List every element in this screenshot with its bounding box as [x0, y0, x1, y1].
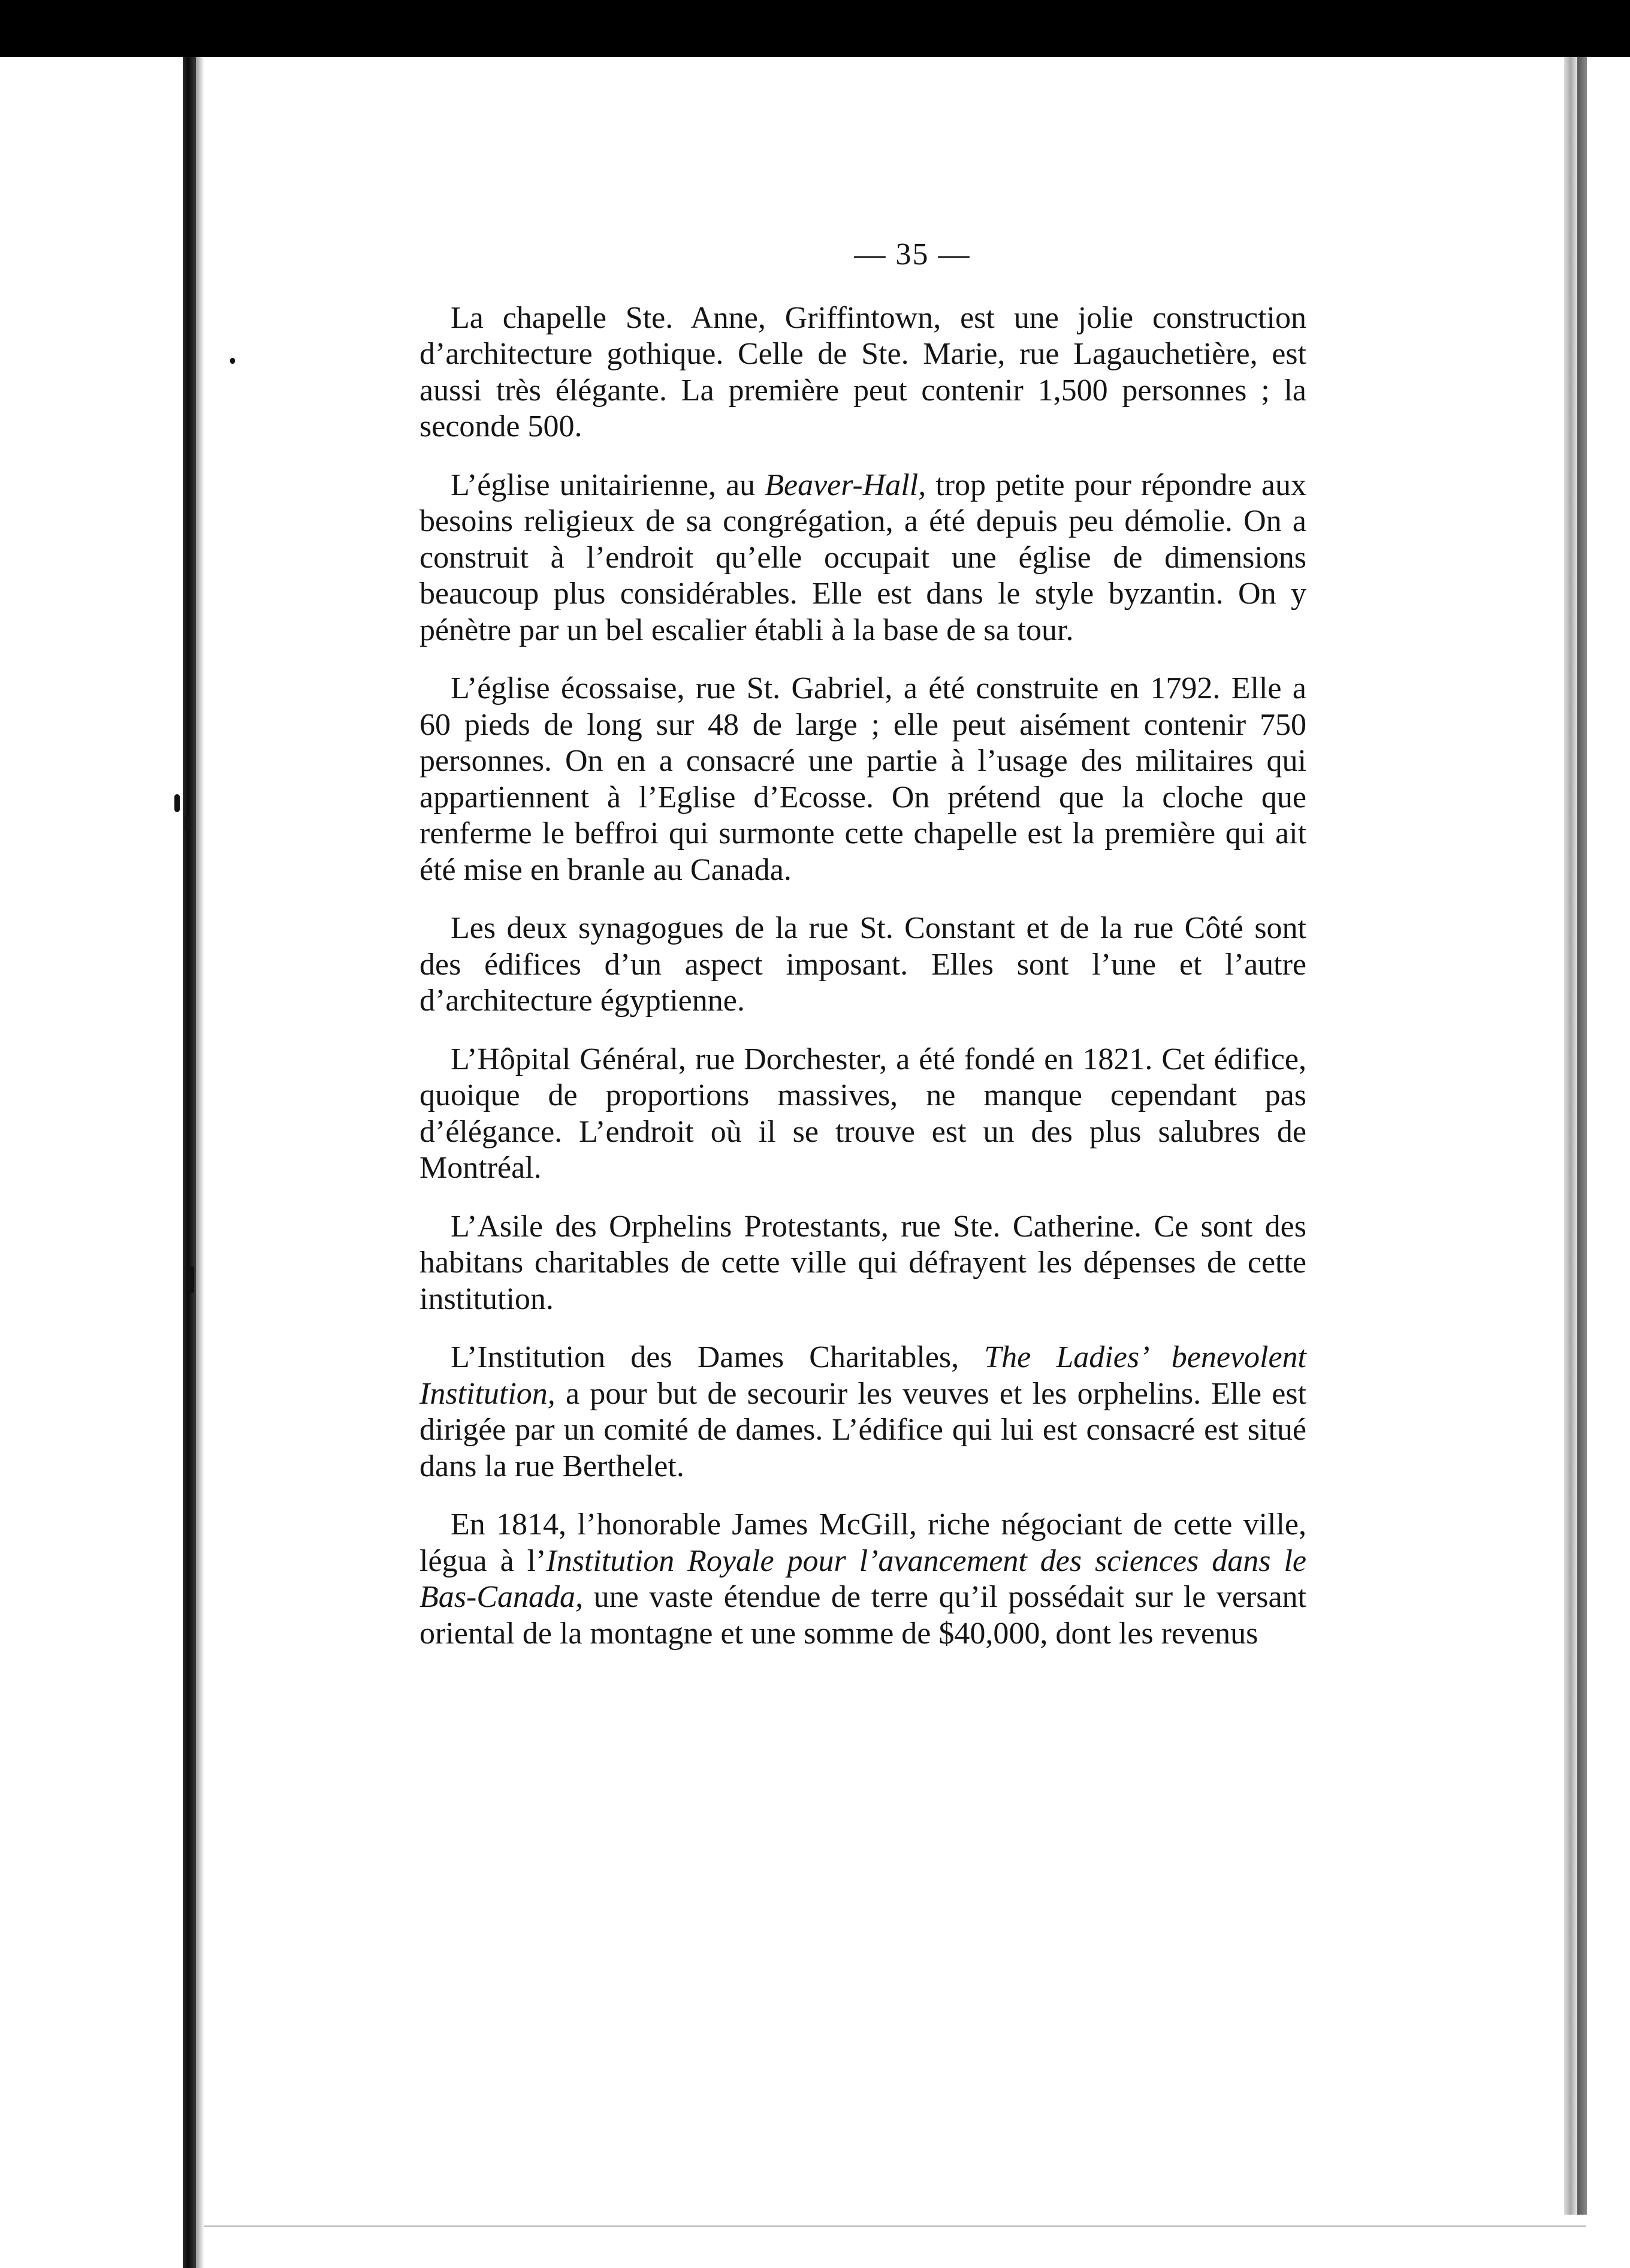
paragraph	[419, 1042, 1306, 1187]
paragraph	[419, 300, 1306, 445]
paragraph-text: Les deux synagogues de la rue St. Constant et de la rue Côté sont des édifices d’un aspect imposant. Elles sont l’une et l’autre d’architecture égyptienne.	[419, 911, 1306, 1018]
italic-text: Beaver-Hall,	[765, 468, 926, 502]
paragraph-text: une vaste étendue de terre qu’il possédait sur le versant oriental de la montagne et une somme de $40,000, dont les revenus	[419, 1580, 1306, 1651]
page-right-edge	[1564, 57, 1577, 2215]
paragraph-text: L’église écossaise, rue St. Gabriel, a été construite en 1792. Elle a 60 pieds de long sur 48 de large ; elle peut aisément contenir 750 personnes. On en a consacré une partie à l’usage des militaires qui appartiennent à l’Eglise d’Ecosse. On prétend que la cloche que renferme le beffroi qui surmonte cette chapelle est la première qui ait été mise en branle au Canada.	[419, 671, 1306, 887]
paragraph	[419, 468, 1306, 649]
paragraph-text: L’Institution des Dames Charitables,	[451, 1340, 985, 1374]
paragraph	[419, 910, 1306, 1020]
page-edge-shadow	[1577, 57, 1587, 2215]
page-text-block	[419, 237, 1306, 1674]
page-bottom-edge	[204, 2225, 1586, 2227]
page-number: — 35 —	[854, 237, 971, 272]
paragraph	[419, 1507, 1306, 1652]
ink-speck	[185, 815, 189, 831]
book-spine-shadow	[183, 57, 196, 2268]
paragraph-text: En 1814, l’honorable James McGill, riche négociant de cette ville, légua à l’	[419, 1507, 1306, 1578]
paragraph-text: trop petite pour répondre aux besoins religieux de sa congrégation, a été depuis peu démolie. On a construit à l’endroit qu’elle occupait une église de dimensions beaucoup plus considérables. Elle est dans le style byzantin. On y pénètre par un bel escalier établi à la base de sa tour.	[419, 468, 1306, 647]
italic-text: Institution Royale pour l’avancement des sciences dans le Bas-Canada,	[419, 1543, 1307, 1614]
paragraph-text: La chapelle Ste. Anne, Griffintown, est une jolie construction d’architecture gothique. Celle de Ste. Marie, rue Lagauchetière, est aussi très élégante. La première peut contenir 1,500 personnes ; la seconde 500.	[419, 300, 1306, 444]
ink-speck	[174, 794, 180, 812]
paragraph-text: L’Hôpital Général, rue Dorchester, a été fondé en 1821. Cet édifice, quoique de proportions massives, ne manque cependant pas d’élégance. L’endroit où il se trouve est un des plus salubres de Montréal.	[419, 1042, 1306, 1185]
paragraph-text: L’Asile des Orphelins Protestants, rue Ste. Catherine. Ce sont des habitans charitables de cette ville qui défrayent les dépenses de cette institution.	[419, 1209, 1306, 1316]
ink-speck	[188, 1266, 194, 1293]
paragraph-text: L’église unitairienne, au	[451, 468, 765, 502]
paragraph	[419, 1340, 1306, 1485]
spine-gradient	[196, 57, 204, 2268]
left-margin	[0, 57, 183, 2268]
paragraph	[419, 671, 1306, 888]
italic-text: The Ladies’ benevolent Institution,	[419, 1340, 1306, 1411]
paragraph-list	[419, 300, 1306, 1652]
scan-top-border	[0, 0, 1630, 57]
ink-speck	[230, 358, 235, 364]
paragraph-text: a pour but de secourir les veuves et les orphelins. Elle est dirigée par un comité de dames. L’édifice qui lui est consacré est situé dans la rue Berthelet.	[419, 1376, 1306, 1483]
paragraph	[419, 1209, 1306, 1318]
